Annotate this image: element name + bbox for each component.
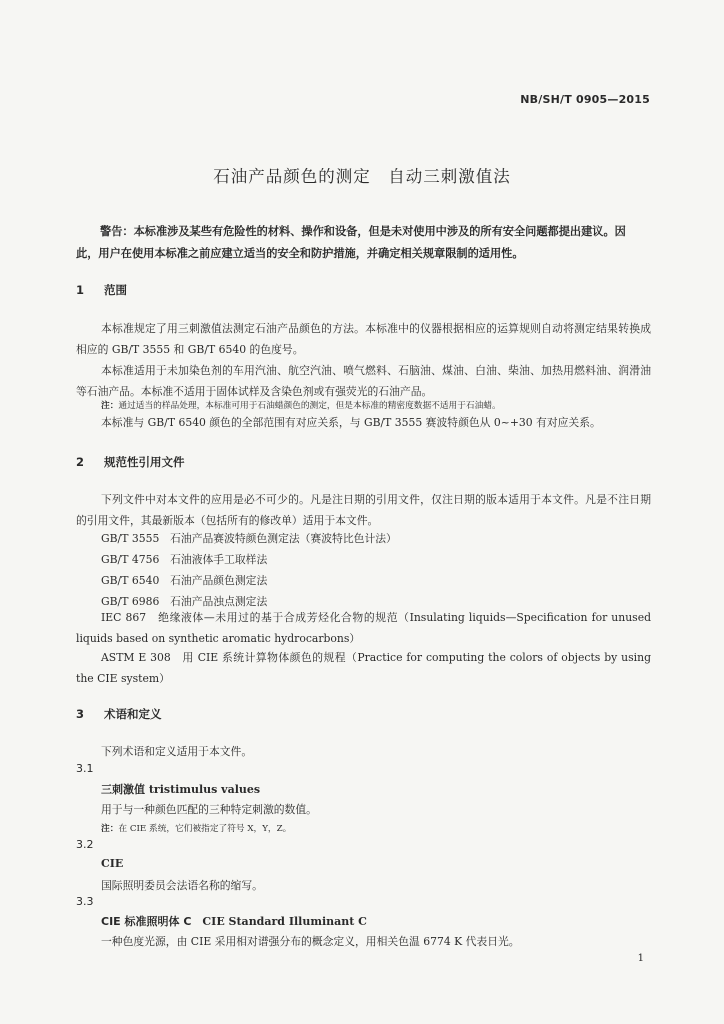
reference-item	[101, 573, 267, 588]
term-cn: 三刺激值	[101, 783, 145, 796]
section-3-heading	[76, 706, 162, 722]
section-title: 范围	[104, 283, 127, 297]
document-title: 石油产品颜色的测定 自动三刺激值法	[213, 167, 511, 186]
term-number: 3.1	[76, 762, 94, 775]
terms-intro: 下列术语和定义适用于本文件。	[101, 745, 253, 758]
scope-note	[101, 399, 656, 411]
section-number: 1	[76, 283, 85, 297]
reference-code: GB/T 3555	[101, 532, 160, 545]
reference-iec: IEC 867 绝缘液体—未用过的基于合成芳烃化合物的规范（Insulating liquids—Specification for unused liquids based on synthetic aromatic hydrocarbons）	[76, 611, 651, 645]
reference-name: 石油产品颜色测定法	[170, 574, 268, 587]
term-definition: 一种色度光源，由 CIE 采用相对谱强分布的概念定义，用相关色温 6774 K 代表日光。	[101, 935, 520, 948]
term-en: CIE	[101, 857, 124, 870]
note-text: 在 CIE 系统，它们被指定了符号 X，Y，Z。	[118, 824, 292, 834]
term-heading	[101, 913, 367, 929]
term-number: 3.2	[76, 838, 94, 851]
term-note	[101, 822, 656, 834]
references-intro: 下列文件中对本文件的应用是必不可少的。凡是注日期的引用文件，仅注日期的版本适用于本文件。凡是不注日期的引用文件，其最新版本（包括所有的修改单）适用于本文件。	[76, 493, 651, 527]
warning-paragraph: 警告：本标准涉及某些有危险性的材料、操作和设备，但是未对使用中涉及的所有安全问题都提出建议。因此，用户在使用本标准之前应建立适当的安全和防护措施，并确定相关规章限制的适用性。	[76, 225, 626, 260]
scope-paragraph-1: 本标准规定了用三刺激值法测定石油产品颜色的方法。本标准中的仪器根据相应的运算规则自动将测定结果转换成相应的 GB/T 3555 和 GB/T 6540 的色度号。	[76, 322, 651, 356]
section-title: 规范性引用文件	[104, 455, 185, 469]
section-2-heading	[76, 454, 185, 470]
section-title: 术语和定义	[104, 707, 162, 721]
note-label: 注：	[101, 824, 119, 834]
term-heading	[101, 781, 260, 797]
section-number: 2	[76, 455, 85, 469]
term-heading	[101, 857, 123, 870]
note-label: 注：	[101, 401, 119, 411]
section-1-heading	[76, 282, 127, 298]
term-cn: CIE 标准照明体 C	[101, 915, 192, 928]
term-en: tristimulus values	[148, 783, 261, 796]
reference-item	[101, 531, 397, 546]
term-definition: 国际照明委员会法语名称的缩写。	[101, 879, 263, 892]
note-text: 通过适当的样品处理，本标准可用于石油蜡颜色的测定，但是本标准的精密度数据不适用于石油蜡。	[118, 401, 501, 411]
term-en: CIE Standard Illuminant C	[202, 915, 367, 928]
reference-name: 石油产品赛波特颜色测定法（赛波特比色计法）	[170, 532, 397, 545]
reference-name: 石油液体手工取样法	[170, 553, 268, 566]
scope-paragraph-3: 本标准与 GB/T 6540 颜色的全部范围有对应关系，与 GB/T 3555 赛波特颜色从 0~+30 有对应关系。	[101, 416, 601, 429]
term-number: 3.3	[76, 895, 94, 908]
page-number: 1	[637, 953, 644, 964]
reference-code: GB/T 6986	[101, 595, 160, 608]
section-number: 3	[76, 707, 85, 721]
reference-item	[101, 552, 267, 567]
scope-paragraph-2: 本标准适用于未加染色剂的车用汽油、航空汽油、喷气燃料、石脑油、煤油、白油、柴油、加热用燃料油、润滑油等石油产品。本标准不适用于固体试样及含染色剂或有强荧光的石油产品。	[76, 364, 651, 398]
reference-name: 石油产品浊点测定法	[170, 595, 268, 608]
standard-code: NB/SH/T 0905—2015	[520, 93, 650, 106]
reference-astm: ASTM E 308 用 CIE 系统计算物体颜色的规程（Practice for computing the colors of objects by using the CIE system）	[76, 651, 651, 685]
term-definition: 用于与一种颜色匹配的三种特定刺激的数值。	[101, 803, 317, 816]
reference-code: GB/T 6540	[101, 574, 160, 587]
reference-code: GB/T 4756	[101, 553, 160, 566]
